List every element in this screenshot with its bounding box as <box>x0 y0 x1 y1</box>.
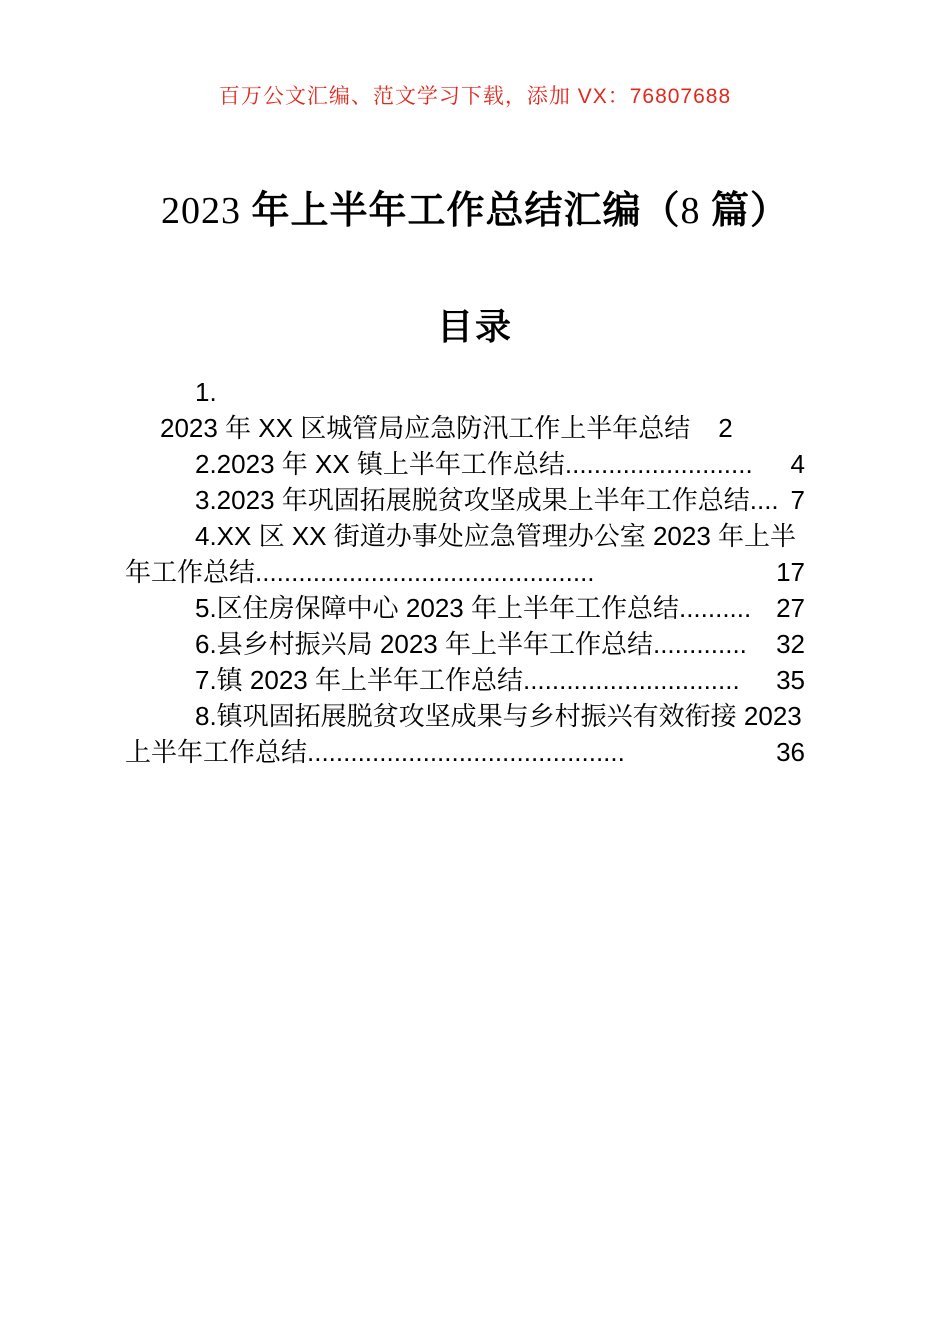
toc-heading: 目录 <box>436 306 513 347</box>
title-segment-year: 2023 <box>160 190 252 232</box>
title-segment-cjk: 年上半年工作总结汇编（ <box>251 190 681 232</box>
document-title <box>0 179 950 234</box>
toc-entry-1-number-line <box>125 374 805 410</box>
dot-leader: .......................... <box>564 449 753 479</box>
title-segment-suffix: 篇） <box>711 190 790 232</box>
toc-entry-text: 7.镇 2023 年上半年工作总结 <box>195 665 523 695</box>
dot-leader: .............................. <box>522 665 740 695</box>
toc-page-number: 27 <box>776 593 805 623</box>
dot-leader: .... <box>749 485 779 515</box>
toc-entry-text: 5.区住房保障中心 2023 年上半年工作总结 <box>195 593 679 623</box>
toc-entry-5-line <box>125 590 805 626</box>
toc-page-number: 17 <box>776 557 805 587</box>
toc-entry-text: 4.XX 区 XX 街道办事处应急管理办公室 2023 年上半 <box>195 521 797 551</box>
toc-entry-1-title-line <box>125 410 805 446</box>
toc-entry-text: 上半年工作总结 <box>125 737 308 767</box>
toc-entry-2-line <box>125 446 805 482</box>
toc-entry-3-line <box>125 482 805 518</box>
title-segment-count: 8 <box>680 190 711 232</box>
toc-entry-7-line <box>125 662 805 698</box>
toc-page-number: 36 <box>776 737 805 767</box>
toc-entry-4-line-2 <box>125 554 805 590</box>
toc-page-number: 2 <box>718 413 733 443</box>
toc-page-number: 35 <box>776 665 805 695</box>
toc-page-number: 7 <box>790 485 805 515</box>
toc-entry-text: 3.2023 年巩固拓展脱贫攻坚成果上半年工作总结 <box>195 485 750 515</box>
toc-page-number: 32 <box>776 629 805 659</box>
toc-entry-8-line-1 <box>125 698 805 734</box>
toc-entry-text: 1. <box>195 377 217 407</box>
toc-entry-text: 2.2023 年 XX 镇上半年工作总结 <box>195 449 565 479</box>
toc-entry-4-line-1 <box>125 518 805 554</box>
toc-entry-text: 2023 年 XX 区城管局应急防汛工作上半年总结 <box>160 413 691 443</box>
toc-page-number: 4 <box>790 449 805 479</box>
table-of-contents <box>125 374 805 770</box>
toc-entry-8-line-2 <box>125 734 805 770</box>
promo-notice: 百万公文汇编、范文学习下载，添加 VX：76807688 <box>218 85 732 108</box>
toc-entry-6-line <box>125 626 805 662</box>
dot-leader: ............................................... <box>255 557 595 587</box>
dot-leader: .......... <box>678 593 752 623</box>
toc-entry-text: 8.镇巩固拓展脱贫攻坚成果与乡村振兴有效衔接 2023 <box>195 701 802 731</box>
dot-leader: ............. <box>652 629 747 659</box>
dot-leader: ............................................ <box>307 737 625 767</box>
toc-entry-text: 6.县乡村振兴局 2023 年上半年工作总结 <box>195 629 653 659</box>
toc-entry-text: 年工作总结 <box>125 557 256 587</box>
